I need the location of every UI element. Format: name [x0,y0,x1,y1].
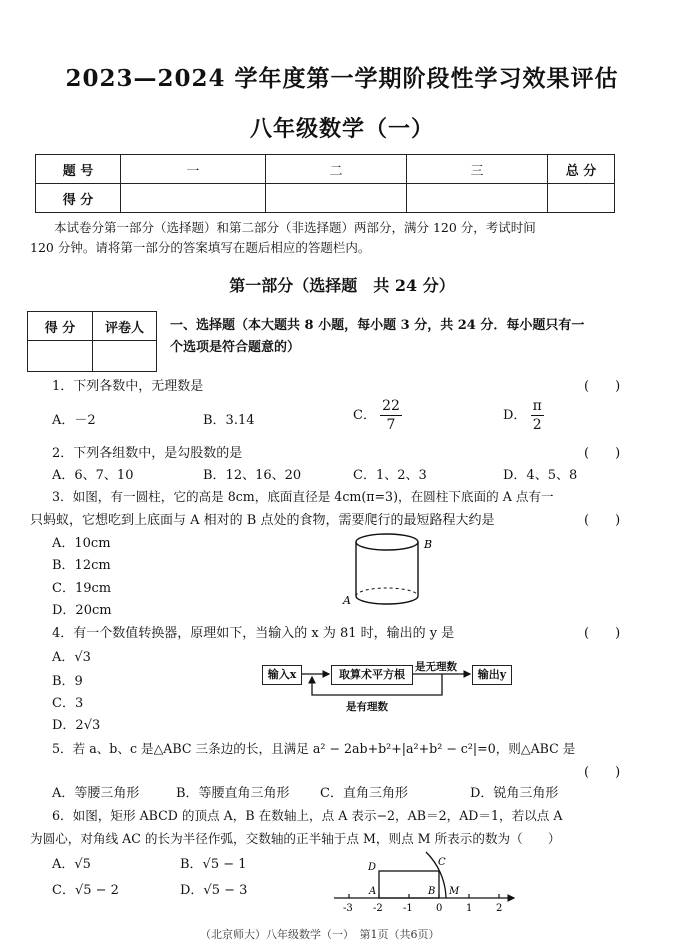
table-row [36,184,615,213]
question-stem: 3．如图，有一圆柱，它的高是 8cm，底面直径是 4cm(π=3)，在圆柱下底面的 A 点有一 [52,489,554,504]
point-b-label: B [428,886,436,897]
point-c-label: C [438,857,446,868]
point-m-label: M [449,886,460,897]
numerator: 22 [382,398,400,414]
question-stem: 只蚂蚁，它想吃到上底面与 A 相对的 B 点处的食物，需要爬行的最短路程大约是 [30,513,495,528]
option-a: A．6、7、10 [52,468,134,483]
fraction [380,397,402,434]
question-stem: 6．如图，矩形 ABCD 的顶点 A，B 在数轴上，点 A 表示−2，AB＝2，AD＝1，若以点 A [52,808,563,823]
table-cell: 一 [121,155,266,184]
option-d: D．4、5、8 [503,468,578,483]
option-d: D．√5 − 3 [180,883,248,898]
option-b: B．12、16、20 [203,468,302,483]
option-label: C． [353,408,376,423]
table-row [28,312,157,341]
question-stem: 4．有一个数值转换器，原理如下，当输入的 x 为 81 时，输出的 y 是 [52,626,455,641]
numerator: π [532,398,542,414]
table-cell: 题 号 [36,155,121,184]
option-a: A．等腰三角形 [52,786,140,801]
answer-bracket: ( ) [584,626,621,641]
option-c: C．19cm [52,581,112,596]
page-title: 2023—2024 学年度第一学期阶段性学习效果评估 [65,65,619,92]
option-label: D． [503,408,527,423]
score-input-cell[interactable] [28,341,93,372]
option-d [503,397,544,434]
section-title: 个选项是符合题意的） [170,340,301,355]
option-c: C．√5 − 2 [52,883,119,898]
score-input-cell[interactable] [93,341,157,372]
answer-bracket: ( ) [584,446,621,461]
answer-bracket: ( ) [584,379,621,394]
section-heading: 第一部分（选择题 共 24 分） [229,276,455,295]
option-b: B．12cm [52,558,111,573]
number-line-figure [330,848,520,920]
score-input-cell[interactable] [407,184,548,213]
output-box: 输出y [472,665,512,685]
table-cell: 二 [266,155,407,184]
option-b: B．9 [52,674,83,689]
option-a: A．－2 [52,413,96,428]
option-c [353,397,402,434]
option-a: A．√3 [52,650,91,665]
denominator: 7 [386,417,396,433]
tick-label: 1 [466,903,473,914]
option-a: A．√5 [52,857,91,872]
point-d-label: D [368,862,377,873]
denominator: 2 [532,417,542,433]
cylinder-figure [340,530,440,615]
option-c: C．3 [52,696,84,711]
option-b: B．等腰直角三角形 [176,786,290,801]
intro-line: 120 分钟。请将第一部分的答案填写在题后相应的答题栏内。 [30,240,371,255]
section-title: 一、选择题（本大题共 8 小题，每小题 3 分，共 24 分．每小题只有一 [170,318,585,333]
point-a-label: A [369,886,377,897]
point-a-label: A [343,594,351,607]
option-c: C．直角三角形 [320,786,408,801]
arrow-label-irrational: 是无理数 [415,661,457,673]
tick-label: 2 [496,903,503,914]
tick-label: -3 [343,903,353,914]
table-cell: 总 分 [548,155,615,184]
option-b: B．3.14 [203,413,255,428]
score-input-cell[interactable] [121,184,266,213]
input-box: 输入x [262,665,302,685]
page-subtitle: 八年级数学（一） [249,116,434,142]
answer-bracket: ( ) [584,765,621,780]
answer-bracket: ( ) [584,513,621,528]
tick-label: 0 [436,903,443,914]
score-table [35,154,615,213]
table-cell: 评卷人 [93,312,157,341]
question-stem: 2．下列各组数中，是勾股数的是 [52,446,243,461]
option-a: A．10cm [52,536,111,551]
tick-label: -2 [373,903,383,914]
table-row [36,155,615,184]
operation-box: 取算术平方根 [331,665,413,685]
table-cell: 得 分 [36,184,121,213]
table-row [28,341,157,372]
point-b-label: B [424,538,433,551]
option-c: C．1、2、3 [353,468,427,483]
option-d: D．20cm [52,603,112,618]
option-b: B．√5 − 1 [180,857,247,872]
table-cell: 得 分 [28,312,93,341]
option-d: D．锐角三角形 [470,786,559,801]
question-stem: 为圆心，对角线 AC 的长为半径作弧，交数轴的正半轴于点 M，则点 M 所表示的数为（ ） [30,831,561,846]
question-stem: 1．下列各数中，无理数是 [52,379,204,394]
table-cell: 三 [407,155,548,184]
fraction [531,397,544,434]
option-d: D．2√3 [52,718,101,733]
arrow-label-rational: 是有理数 [346,701,388,713]
question-stem: 5．若 a、b、c 是△ABC 三条边的长，且满足 a² − 2ab+b²+|a²+b² − c²|=0，则△ABC 是 [52,741,576,756]
tick-label: -1 [403,903,413,914]
intro-line: 本试卷分第一部分（选择题）和第二部分（非选择题）两部分，满分 120 分，考试时间 [54,220,536,235]
page-footer: （北京师大）八年级数学（一） 第1页（共6页） [200,928,440,941]
score-input-cell[interactable] [266,184,407,213]
grader-table [27,311,157,372]
score-input-cell[interactable] [548,184,615,213]
